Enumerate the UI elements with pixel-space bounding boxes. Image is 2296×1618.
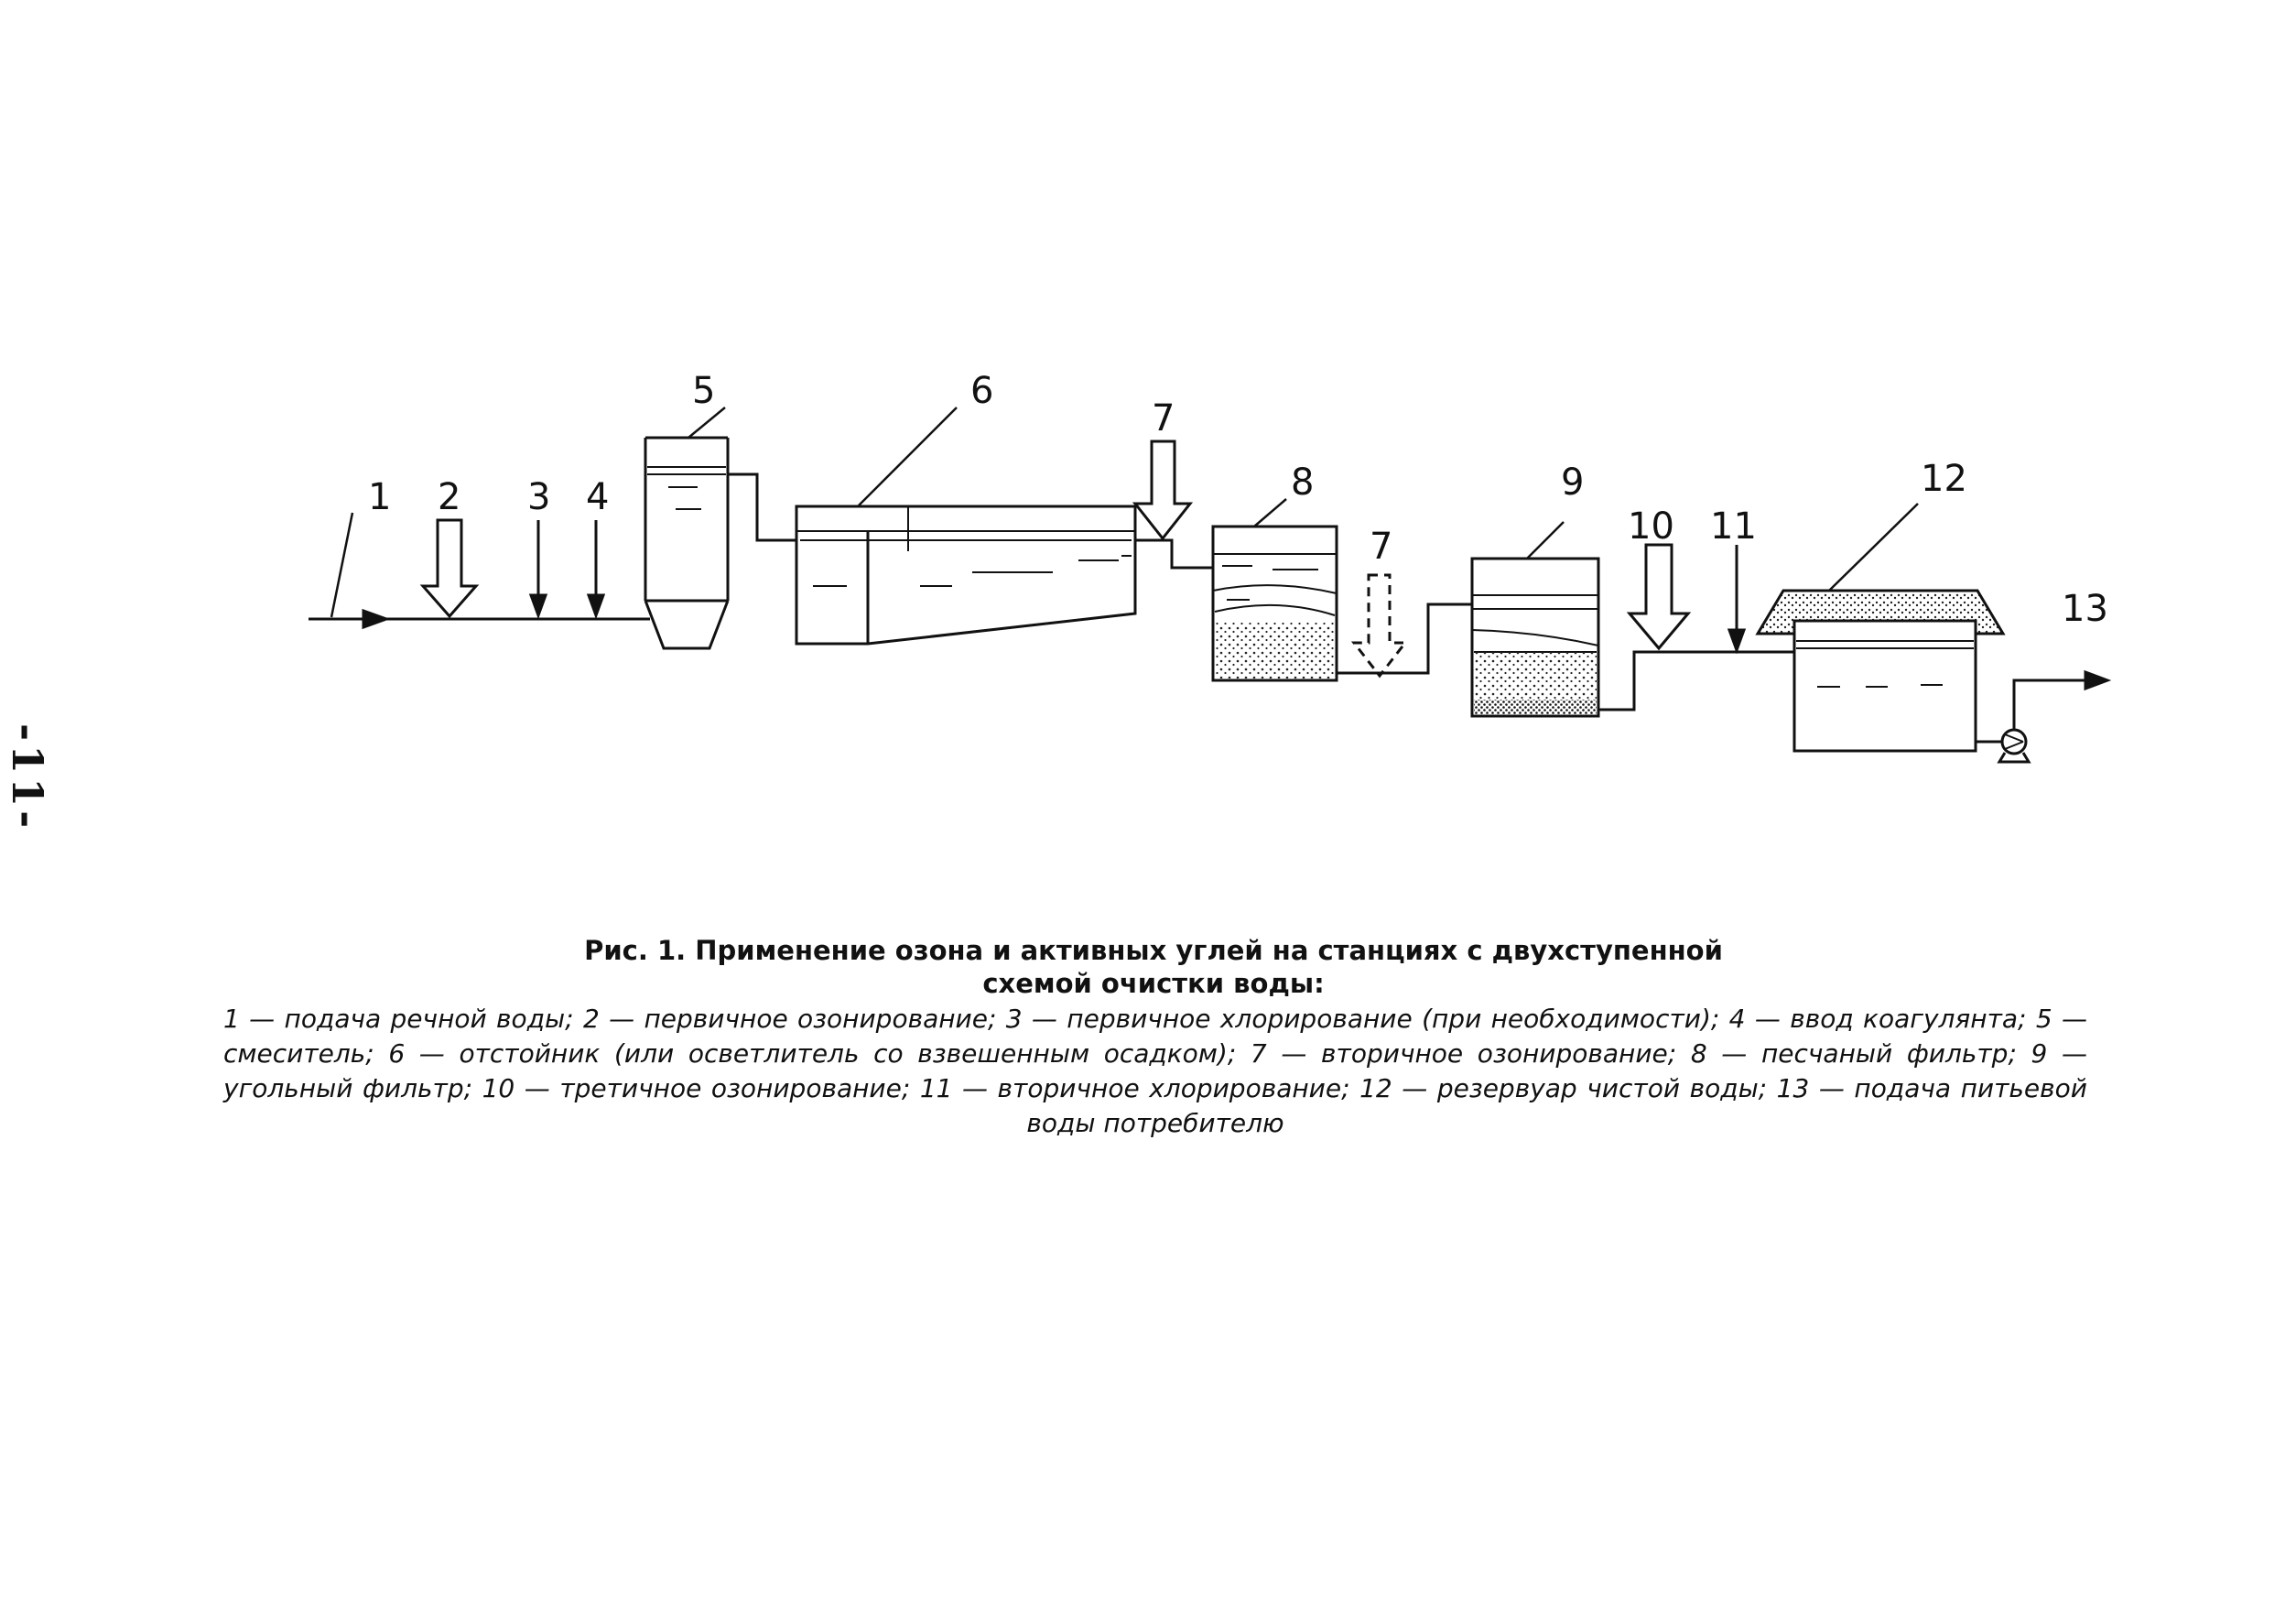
label-9: 9 <box>1561 462 1585 504</box>
pump <box>1976 730 2029 762</box>
secondary-ozonation-dashed-arrow <box>1354 575 1405 676</box>
page-number: -11- <box>3 723 52 832</box>
label-7a: 7 <box>1152 397 1175 440</box>
clean-water-reservoir <box>1758 504 2003 751</box>
mixer <box>645 407 728 648</box>
secondary-ozonation-arrow <box>1135 441 1190 538</box>
caption-title-line2: схемой очистки воды: <box>982 968 1325 999</box>
caption-legend: 1 — подача речной воды; 2 — первичное озонирование; 3 — первичное хлорирование (при необходимости); 4 — ввод коагулянта; 5 — смеситель; 6 — отстойник (или осветлитель со взвешенным осадком); 7 — вторичное озонирование; 8 — песчаный фильтр; 9 — угольный фильтр; 10 — третичное озонирование; 11 — вторичное хлорирование; 12 — резервуар чистой воды; 13 — подача питьевой воды потребителю <box>223 1004 2087 1138</box>
label-7b: 7 <box>1370 526 1393 568</box>
label-13: 13 <box>2062 588 2108 630</box>
pipe-mixer-to-settler <box>728 474 796 540</box>
label-10: 10 <box>1628 505 1674 548</box>
label-1: 1 <box>368 476 392 518</box>
carbon-filter <box>1472 522 1598 716</box>
label-2: 2 <box>438 476 461 518</box>
pipe-sand-to-carbon-filter <box>1337 604 1472 673</box>
label-12: 12 <box>1921 458 1967 500</box>
label-5: 5 <box>692 370 716 412</box>
label-6: 6 <box>970 370 994 412</box>
potable-water-outlet <box>2014 672 2107 730</box>
label-11: 11 <box>1710 505 1757 548</box>
label-8: 8 <box>1291 462 1315 504</box>
caption-title-line1: Рис. 1. Применение озона и активных углей на станциях с двухступенной <box>584 935 1723 966</box>
secondary-chlorination-arrow <box>1729 545 1744 650</box>
label-4: 4 <box>586 476 610 518</box>
tertiary-ozonation-arrow <box>1630 545 1688 648</box>
settler <box>796 407 1135 644</box>
label-3: 3 <box>527 476 551 518</box>
primary-ozonation-arrow <box>423 520 476 616</box>
pipe-settler-to-sand-filter <box>1135 540 1213 568</box>
figure-caption <box>220 934 2087 1141</box>
pipe-carbon-filter-to-reservoir <box>1598 652 1794 710</box>
caption-title <box>220 934 2087 1000</box>
sand-filter <box>1213 499 1337 680</box>
primary-chlorination-arrow <box>531 520 546 615</box>
coagulant-dosing-arrow <box>589 520 603 615</box>
